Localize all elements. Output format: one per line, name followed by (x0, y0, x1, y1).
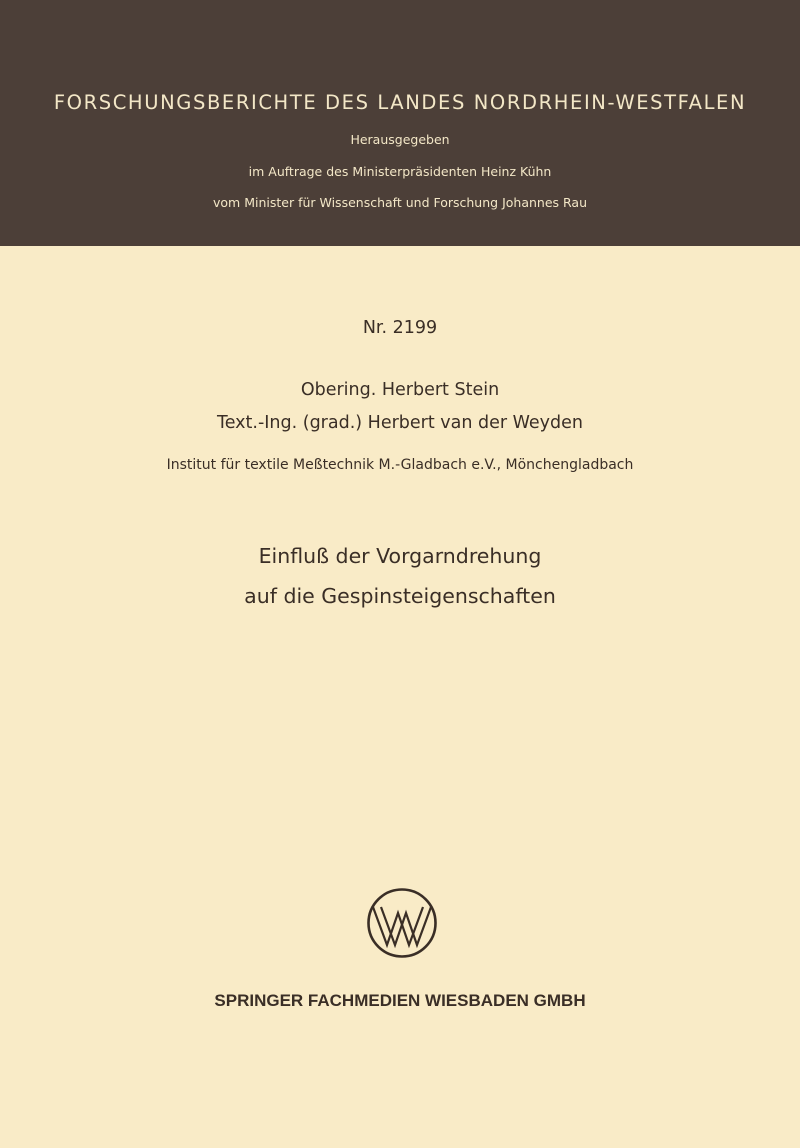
publisher-note-line-1: Herausgegeben (350, 132, 450, 147)
publisher-note-line-2: im Auftrage des Ministerpräsidenten Heinz Kühn (248, 164, 552, 179)
publisher-note-line-3: vom Minister für Wissenschaft und Forschung Johannes Rau (213, 195, 587, 210)
report-number: Nr. 2199 (362, 318, 438, 338)
header-band (0, 0, 800, 246)
westdeutscher-verlag-w-logo-icon (366, 887, 438, 959)
title-line-1: Einfluß der Vorgarndrehung (258, 544, 542, 568)
title-line-2: auf die Gespinsteigenschaften (244, 584, 556, 608)
author-2: Text.-Ing. (grad.) Herbert van der Weyden (216, 413, 584, 433)
institute: Institut für textile Meßtechnik M.-Gladbach e.V., Mönchengladbach (166, 457, 634, 473)
author-1: Obering. Herbert Stein (300, 380, 500, 400)
publisher-name: SPRINGER FACHMEDIEN WIESBADEN GMBH (214, 991, 586, 1010)
series-title: FORSCHUNGSBERICHTE DES LANDES NORDRHEIN-WESTFALEN (53, 91, 747, 114)
